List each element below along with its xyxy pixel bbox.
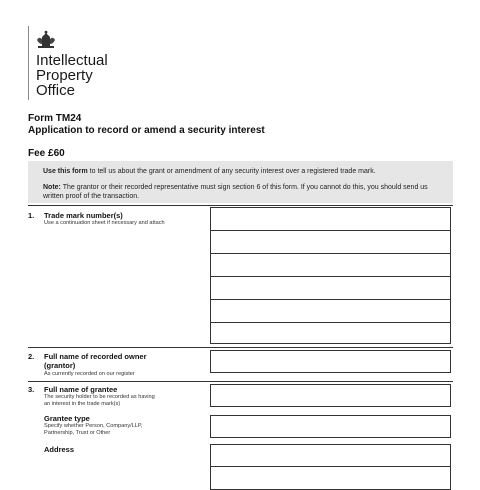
org-line-3: Office: [36, 82, 75, 99]
section-1-label: Trade mark number(s): [44, 211, 123, 220]
royal-crest-icon: [36, 30, 56, 50]
section-1-number: 1.: [28, 211, 35, 220]
info-paragraph-2: [43, 183, 443, 201]
grantee-name-input[interactable]: [210, 384, 451, 407]
grantee-address-fields: [210, 444, 451, 490]
info-p2-text: The grantor or their recorded representative must sign section 6 of this form. If you cannot do this, you should send us written proof of the transaction.: [43, 184, 428, 200]
address-line-input[interactable]: [211, 467, 450, 489]
info-p1-bold: Use this form: [43, 168, 88, 175]
form-subtitle: Application to record or amend a security interest: [28, 125, 265, 136]
trade-mark-number-input[interactable]: [211, 254, 450, 277]
grantee-type-label: Grantee type: [44, 414, 90, 423]
section-divider: [28, 347, 453, 348]
address-line-input[interactable]: [211, 445, 450, 467]
section-2-label: Full name of recorded owner (grantor): [44, 352, 147, 370]
section-1-hint: Use a continuation sheet if necessary and attach: [44, 220, 165, 226]
trade-mark-number-input[interactable]: [211, 208, 450, 231]
section-3-label: Full name of grantee: [44, 385, 118, 394]
info-p2-bold: Note:: [43, 184, 61, 191]
org-line-1: Intellectual: [36, 52, 108, 69]
section-divider: [28, 205, 453, 206]
info-panel: [28, 161, 453, 203]
section-2-number: 2.: [28, 352, 35, 361]
trade-mark-number-input[interactable]: [211, 231, 450, 254]
info-p1-text: to tell us about the grant or amendment of any security interest over a registered trade mark.: [87, 168, 376, 175]
section-2-hint: As currently recorded on our register: [44, 371, 135, 377]
trade-mark-number-input[interactable]: [211, 277, 450, 300]
trade-mark-number-input[interactable]: [211, 323, 450, 345]
section-3-number: 3.: [28, 385, 35, 394]
grantor-name-input[interactable]: [210, 350, 451, 373]
logo-divider: [28, 26, 29, 100]
trade-mark-number-input[interactable]: [211, 300, 450, 323]
trade-mark-number-fields: [210, 207, 451, 344]
grantee-type-input[interactable]: [210, 415, 451, 438]
address-label: Address: [44, 445, 75, 454]
section-divider: [28, 381, 453, 382]
org-name: [36, 53, 108, 98]
form-title: Form TM24: [28, 113, 82, 124]
info-paragraph-1: [43, 167, 376, 176]
section-3-hint: The security holder to be recorded as having an interest in the trade mark(s): [44, 394, 155, 407]
grantee-type-hint: Specify whether Person, Company/LLP, Partnership, Trust or Other: [44, 423, 143, 436]
fee-label: Fee £60: [28, 148, 65, 159]
org-line-2: Property: [36, 67, 93, 84]
